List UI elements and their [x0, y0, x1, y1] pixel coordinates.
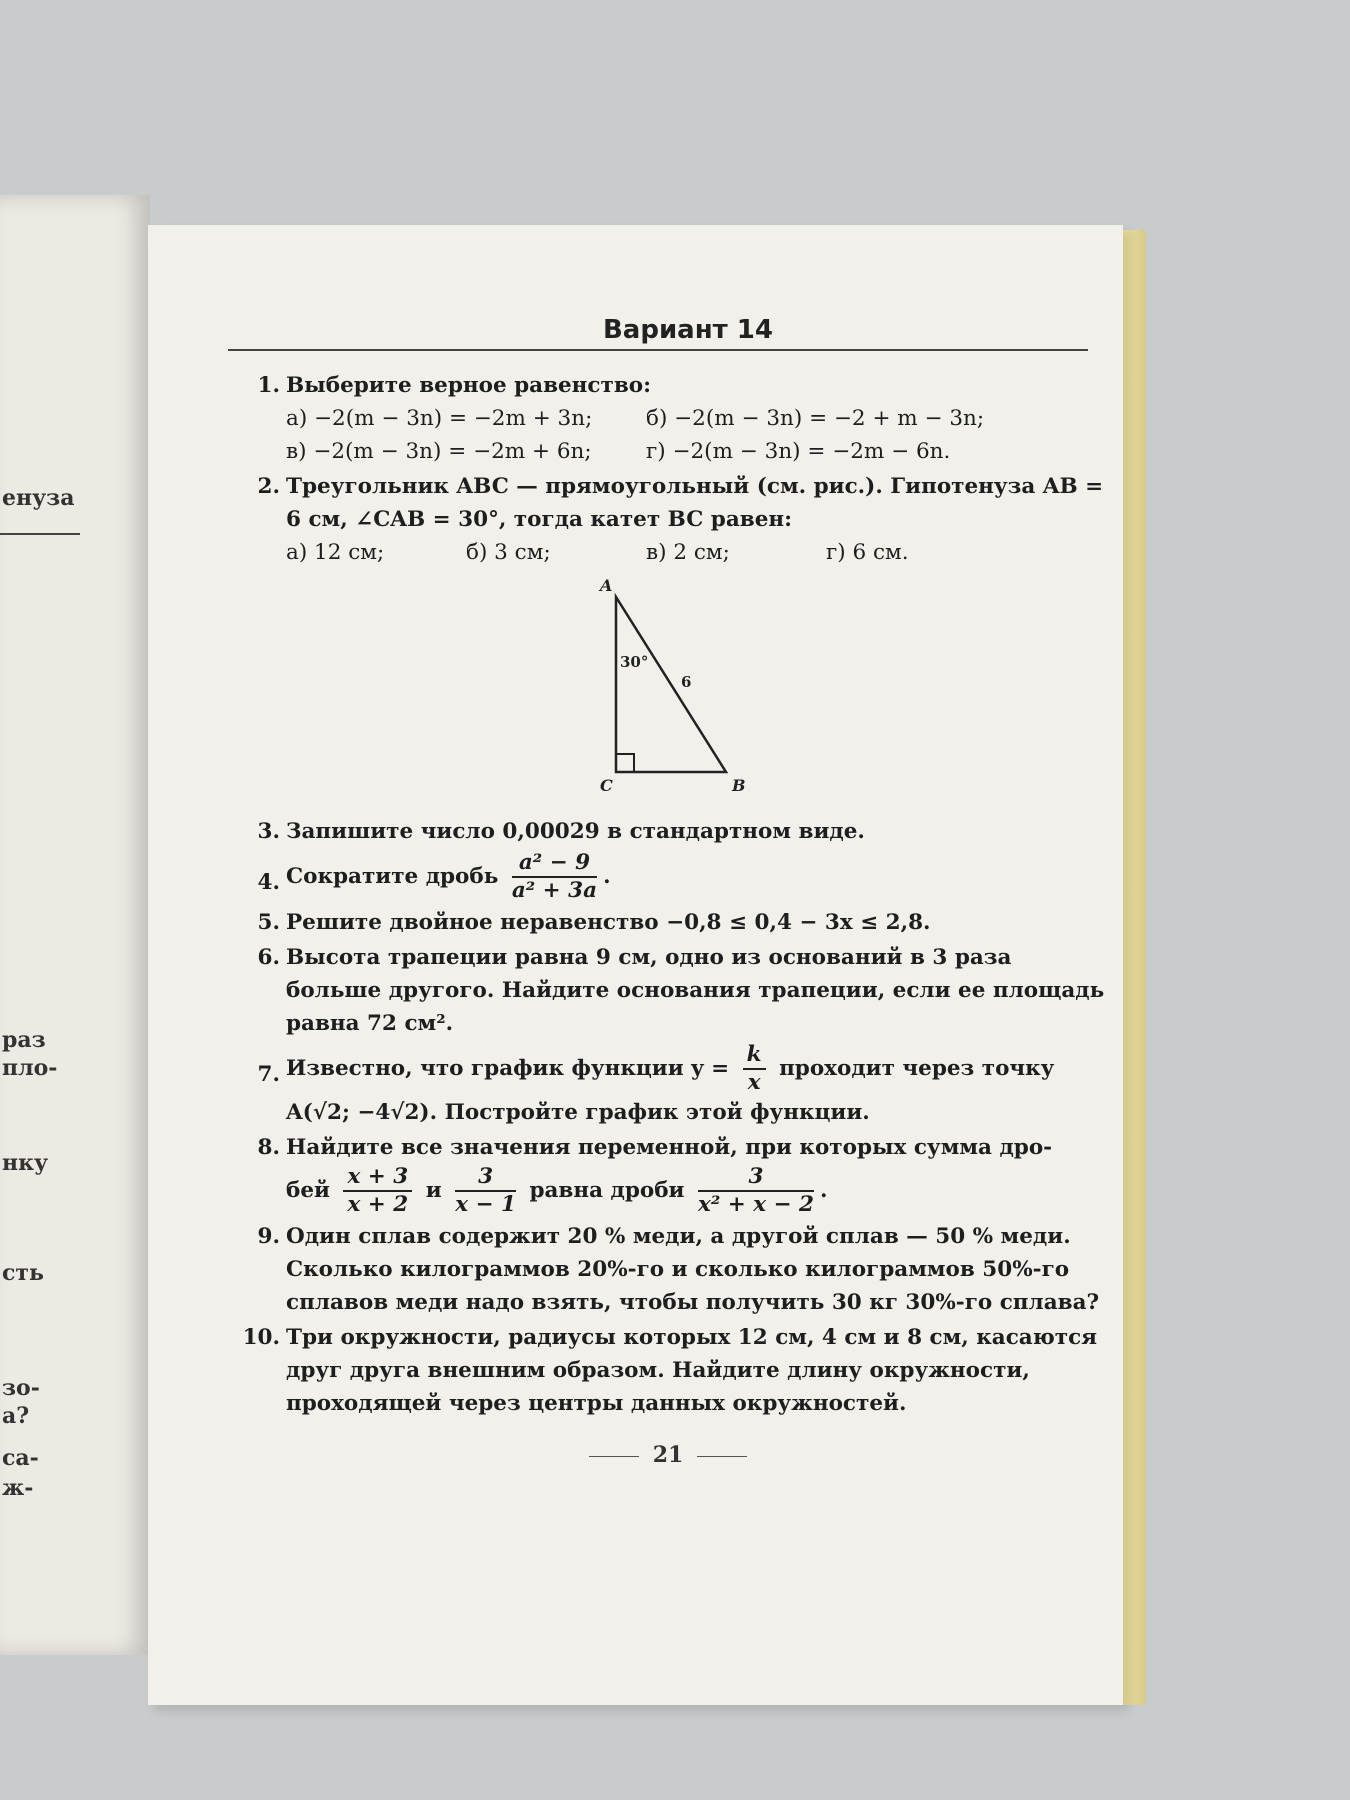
fraction-denominator: x + 2 — [347, 1192, 409, 1217]
option-g: г) −2(m − 3n) = −2m − 6n. — [646, 439, 951, 464]
task-1 — [228, 369, 1108, 468]
left-fragment: пло- — [2, 1055, 58, 1081]
page-number-text: 21 — [652, 1442, 684, 1468]
task-text-end: . — [603, 864, 611, 889]
fraction — [743, 1042, 766, 1096]
fraction-2 — [455, 1164, 516, 1218]
left-fragment: енуза — [2, 485, 75, 511]
left-page-rule — [0, 533, 80, 535]
option-b: б) −2(m − 3n) = −2 + m − 3n; — [646, 406, 985, 431]
page-number-dash — [589, 1456, 639, 1457]
fraction-numerator: 3 — [698, 1164, 814, 1192]
fraction-numerator: 3 — [455, 1164, 516, 1192]
task-text: Найдите все значения переменной, при которых сумма дро- — [286, 1135, 1053, 1160]
page-number-dash — [697, 1456, 747, 1457]
fraction-numerator: x + 3 — [343, 1164, 412, 1192]
task-text-tail: проходит через точку — [779, 1056, 1055, 1081]
task-number: 6. — [257, 945, 280, 970]
option-a: а) −2(m − 3n) = −2m + 3n; — [286, 406, 593, 431]
task-text: Высота трапеции равна 9 см, одно из оснований в 3 раза больше другого. Найдите основания трапеции, если ее площадь равна 72 см². — [286, 945, 1105, 1036]
task-number: 5. — [257, 910, 280, 935]
option-b: б) 3 см; — [466, 540, 551, 565]
fraction-numerator: k — [743, 1042, 766, 1070]
fraction — [512, 850, 597, 904]
page-title: Вариант 14 — [602, 315, 773, 345]
task-text-fractions — [286, 1164, 1108, 1218]
task-number: 3. — [257, 819, 280, 844]
task-text — [286, 1042, 1108, 1096]
task-10 — [228, 1321, 1108, 1420]
task-number: 2. — [257, 474, 280, 499]
page-content — [228, 315, 1108, 1468]
title-rule — [228, 349, 1088, 351]
vertex-b-label: B — [732, 776, 746, 795]
task-text: Треугольник ABC — прямоугольный (см. рис.). Гипотенуза AB = 6 см, ∠CAB = 30°, тогда катет BC равен: — [286, 474, 1104, 532]
fraction-denominator: x − 1 — [455, 1192, 516, 1217]
vertex-c-label: C — [600, 776, 613, 795]
page-number — [228, 1442, 1108, 1468]
left-fragment: зо- — [2, 1375, 40, 1401]
task-text-line2: A(√2; −4√2). Постройте график этой функции. — [286, 1100, 870, 1125]
answer-options — [286, 536, 1108, 569]
left-fragment: сть — [2, 1260, 44, 1286]
fraction-denominator: x² + x − 2 — [698, 1192, 814, 1217]
side-label: 6 — [681, 673, 692, 691]
answer-options — [286, 402, 1108, 468]
angle-label: 30° — [620, 653, 649, 671]
task-text: Запишите число 0,00029 в стандартном виде. — [286, 819, 865, 844]
fraction-1 — [343, 1164, 412, 1218]
option-v: в) 2 см; — [646, 540, 730, 565]
task-text: Три окружности, радиусы которых 12 см, 4 см и 8 см, касаются друг друга внешним образом. Найдите длину окружности, проходящей через центры данных окружностей. — [286, 1325, 1098, 1416]
right-angle-mark — [616, 754, 634, 772]
word-bei: бей — [286, 1178, 330, 1203]
task-number: 7. — [257, 1062, 280, 1087]
fraction-3 — [698, 1164, 814, 1218]
fraction-denominator: x — [747, 1070, 761, 1095]
triangle-figure — [586, 577, 766, 797]
word-equals: равна дроби — [529, 1178, 685, 1203]
task-text-lead: Известно, что график функции y = — [286, 1056, 730, 1081]
left-fragment: а? — [2, 1403, 30, 1429]
task-2 — [228, 470, 1108, 813]
task-text: Решите двойное неравенство −0,8 ≤ 0,4 − 3x ≤ 2,8. — [286, 910, 931, 935]
task-5 — [228, 906, 1108, 939]
task-6 — [228, 941, 1108, 1040]
task-number: 9. — [257, 1224, 280, 1249]
option-g: г) 6 см. — [826, 540, 909, 565]
left-page — [0, 195, 150, 1655]
task-number: 10. — [242, 1325, 280, 1350]
fraction-denominator: a² + 3a — [511, 878, 598, 903]
task-8 — [228, 1131, 1108, 1218]
task-3 — [228, 815, 1108, 848]
task-7 — [228, 1042, 1108, 1129]
left-fragment: ж- — [2, 1475, 34, 1501]
word-and: и — [425, 1178, 442, 1203]
fraction-numerator: a² − 9 — [512, 850, 597, 878]
task-text: Выберите верное равенство: — [286, 373, 652, 398]
task-text-end: . — [819, 1178, 828, 1203]
left-fragment: раз — [2, 1027, 46, 1053]
task-text-lead: Сократите дробь — [286, 864, 499, 889]
task-9 — [228, 1220, 1108, 1319]
option-a: а) 12 см; — [286, 540, 385, 565]
task-text: Один сплав содержит 20 % меди, а другой сплав — 50 % меди. Сколько килограммов 20%-го и сколько килограммов 50%-го сплавов меди надо взять, чтобы получить 30 кг 30%-го сплава? — [286, 1224, 1100, 1315]
task-number: 8. — [257, 1135, 280, 1160]
option-v: в) −2(m − 3n) = −2m + 6n; — [286, 439, 592, 464]
left-fragment: са- — [2, 1445, 39, 1471]
book-page — [148, 225, 1123, 1705]
task-number: 4. — [257, 870, 280, 895]
task-text — [286, 850, 1108, 904]
left-fragment: нку — [2, 1150, 49, 1176]
task-number: 1. — [257, 373, 280, 398]
triangle-abc — [616, 597, 726, 772]
task-4 — [228, 850, 1108, 904]
vertex-a-label: A — [600, 577, 613, 595]
